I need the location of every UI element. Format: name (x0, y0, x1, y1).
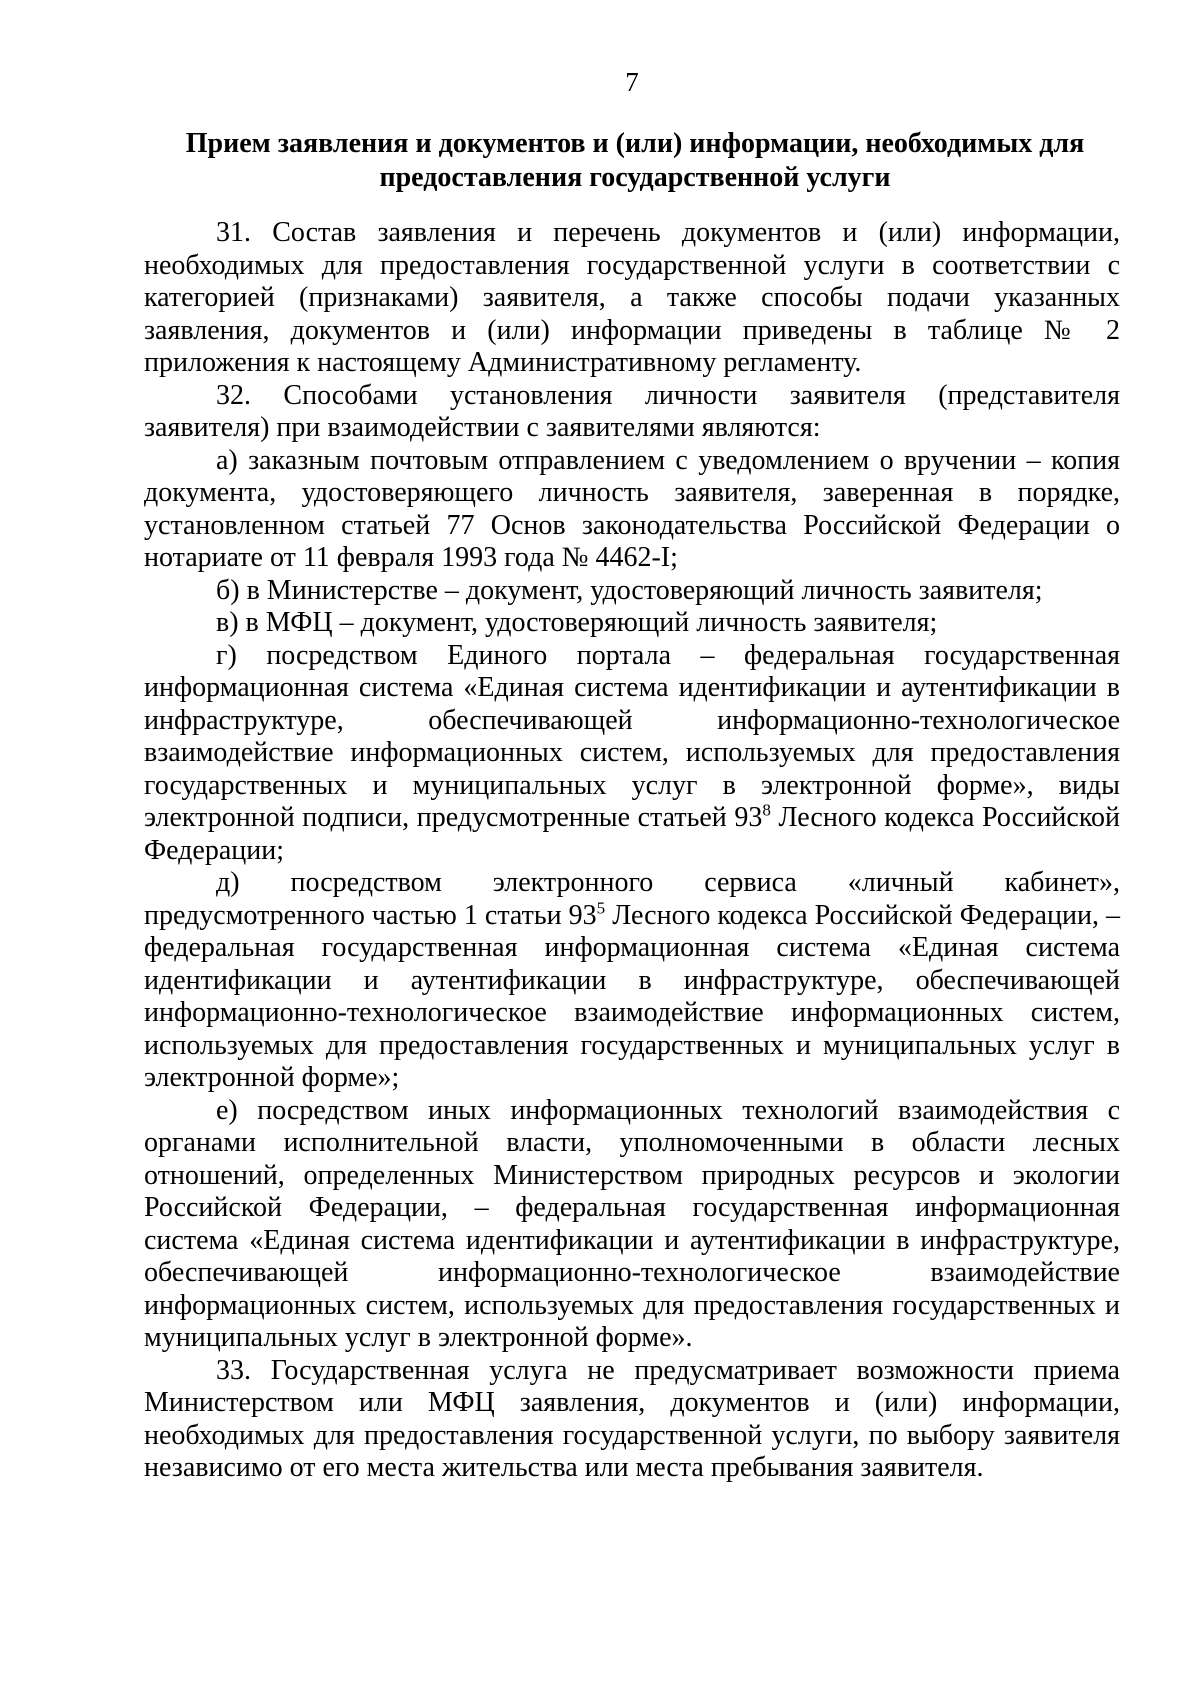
section-heading: Прием заявления и документов и (или) информации, необходимых для предоставления государственной услуги (185, 128, 1085, 193)
document-body (144, 217, 1120, 1485)
list-item-a: а) заказным почтовым отправлением с уведомлением о вручении – копия документа, удостоверяющего личность заявителя, заверенная в порядке, установленном статьей 77 Основ законодательства Российской Федерации о нотариате от 11 февраля 1993 года № 4462-I; (144, 444, 1120, 573)
superscript: 5 (596, 898, 606, 918)
list-item-d-text: д) посредством электронного сервиса «личный кабинет», предусмотренного частью 1 статьи 93 (144, 867, 1120, 931)
paragraph-32: 32. Способами установления личности заявителя (представителя заявителя) при взаимодействии с заявителями являются: (144, 379, 1120, 443)
paragraph-33: 33. Государственная услуга не предусматривает возможности приема Министерством или МФЦ заявления, документов и (или) информации, необходимых для предоставления государственной услуги, по выбору заявителя независимо от его места жительства или места пребывания заявителя. (144, 1354, 1120, 1483)
superscript: 8 (762, 800, 771, 820)
paragraph-31: 31. Состав заявления и перечень документов и (или) информации, необходимых для предоставления государственной услуги в соответствии с категорией (признаками) заявителя, а также способы подачи указанных заявления, документов и (или) информации приведены в таблице № 2 приложения к настоящему Административному регламенту. (144, 217, 1120, 378)
list-item-e: е) посредством иных информационных технологий взаимодействия с органами исполнительной власти, уполномоченными в области лесных отношений, определенных Министерством природных ресурсов и экологии Российской Федерации, – федеральная государственная информационная система «Единая система идентификации и аутентификации в инфраструктуре, обеспечивающей информационно-технологическое взаимодействие информационных систем, используемых для предоставления государственных и муниципальных услуг в электронной форме». (144, 1094, 1120, 1353)
page-number: 7 (625, 67, 639, 97)
list-item-g-text: г) посредством Единого портала – федеральная государственная информационная система «Единая система идентификации и аутентификации в инфраструктуре, обеспечивающей информационно-технологическое взаимодействие информационных систем, используемых для предоставления государственных и муниципальных услуг в электронной форме», виды электронной подписи, предусмотренные статьей 93 (144, 639, 1120, 833)
list-item-d-tail: Лесного кодекса Российской Федерации, – федеральная государственная информационная система «Единая система идентификации и аутентификации в инфраструктуре, обеспечивающей информационно-технологическое взаимодействие информационных систем, используемых для предоставления государственных и муниципальных услуг в электронной форме»; (144, 899, 1121, 1093)
list-item-b: б) в Министерстве – документ, удостоверяющий личность заявителя; (216, 574, 1043, 606)
list-item-v: в) в МФЦ – документ, удостоверяющий личность заявителя; (216, 607, 938, 638)
list-item-g (144, 640, 1120, 868)
list-item-d (144, 867, 1120, 1095)
list-item-g-tail: Лесного кодекса Российской Федерации; (144, 802, 1121, 866)
